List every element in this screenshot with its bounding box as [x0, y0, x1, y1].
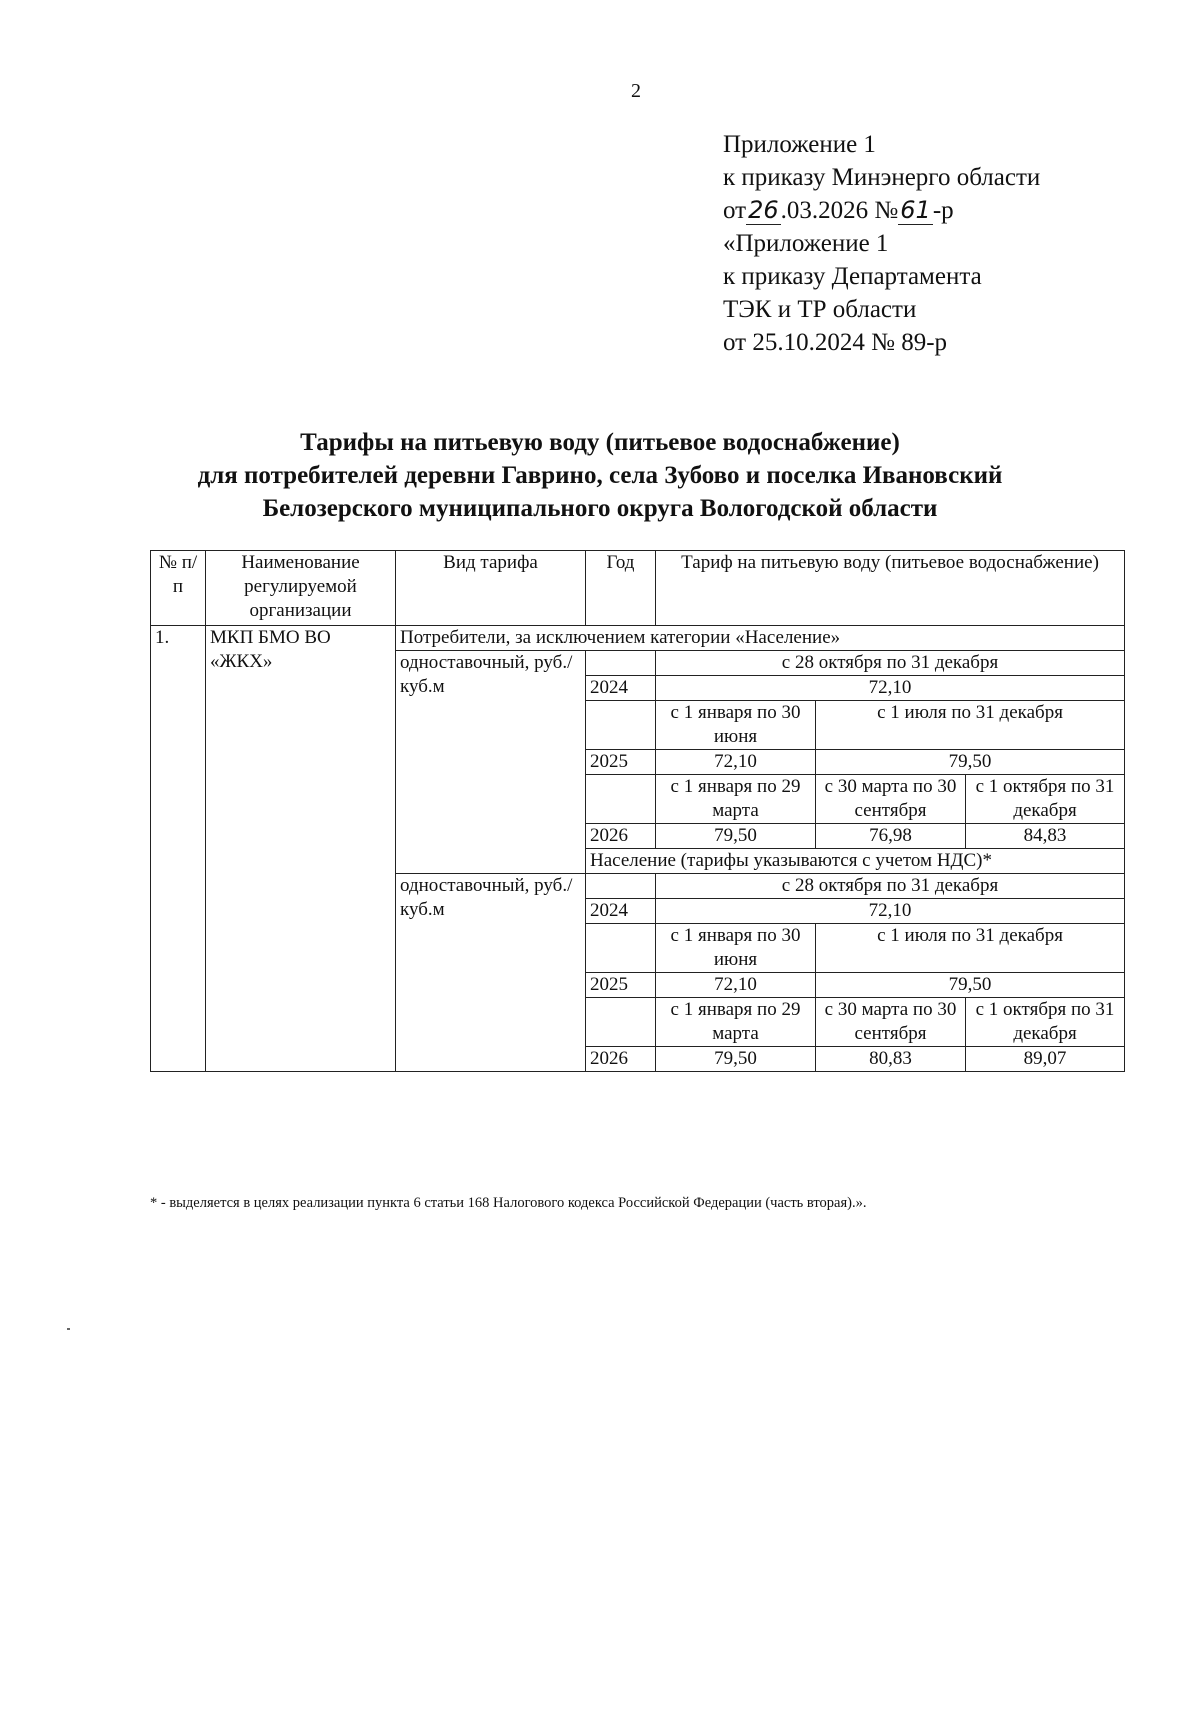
- period-cell: с 1 января по 29 марта: [656, 998, 816, 1047]
- period-cell: с 28 октября по 31 декабря: [656, 651, 1125, 676]
- year-cell: 2026: [586, 1047, 656, 1072]
- period-cell: с 1 января по 30 июня: [656, 701, 816, 750]
- handwritten-day: 26: [748, 196, 779, 224]
- value-cell: 72,10: [656, 899, 1125, 924]
- value-cell: 72,10: [656, 676, 1125, 701]
- appendix-line-2: к приказу Минэнерго области: [723, 164, 1041, 191]
- header-num: № п/п: [151, 551, 206, 626]
- year-cell: 2026: [586, 824, 656, 849]
- appendix-date-prefix: от: [723, 197, 747, 224]
- period-cell: с 30 марта по 30 сентября: [816, 775, 966, 824]
- value-cell: 80,83: [816, 1047, 966, 1072]
- appendix-block: [723, 128, 1040, 359]
- table-header-row: [151, 551, 1125, 626]
- period-cell: с 1 октября по 31 декабря: [966, 775, 1125, 824]
- period-cell: с 1 октября по 31 декабря: [966, 998, 1125, 1047]
- period-cell: с 1 января по 30 июня: [656, 924, 816, 973]
- page-number-text: 2: [631, 80, 641, 102]
- empty-cell: [586, 775, 656, 824]
- title-line-2: для потребителей деревни Гаврино, села Зубово и поселка Ивановский: [197, 462, 1003, 489]
- year-cell: 2025: [586, 973, 656, 998]
- header-type: Вид тарифа: [396, 551, 586, 626]
- appendix-line-7: от 25.10.2024 № 89-р: [723, 329, 948, 356]
- period-cell: с 1 июля по 31 декабря: [816, 701, 1125, 750]
- org-name: МКП БМО ВО «ЖКХ»: [206, 626, 396, 1072]
- appendix-line-6: ТЭК и ТР области: [723, 296, 917, 323]
- period-cell: с 1 июля по 31 декабря: [816, 924, 1125, 973]
- empty-cell: [586, 651, 656, 676]
- scan-speck: [67, 1328, 70, 1330]
- value-cell: 72,10: [656, 973, 816, 998]
- period-cell: с 30 марта по 30 сентября: [816, 998, 966, 1047]
- empty-cell: [586, 701, 656, 750]
- category-label: Население (тарифы указываются с учетом НДС)*: [586, 849, 1125, 874]
- appendix-date-suffix: -р: [932, 197, 954, 224]
- year-cell: 2025: [586, 750, 656, 775]
- category-label: Потребители, за исключением категории «Население»: [396, 626, 1125, 651]
- appendix-line-5: к приказу Департамента: [723, 263, 982, 290]
- row-number: 1.: [151, 626, 206, 1072]
- empty-cell: [586, 998, 656, 1047]
- tariff-table: [150, 550, 1125, 1072]
- value-cell: 89,07: [966, 1047, 1125, 1072]
- value-cell: 76,98: [816, 824, 966, 849]
- title-line-3: Белозерского муниципального округа Вологодской области: [262, 495, 938, 522]
- value-cell: 72,10: [656, 750, 816, 775]
- year-cell: 2024: [586, 899, 656, 924]
- footnote: * - выделяется в целях реализации пункта 6 статьи 168 Налогового кодекса Российской Федерации (часть вторая).».: [150, 1195, 867, 1211]
- table-row: [151, 626, 1125, 651]
- title-line-1: Тарифы на питьевую воду (питьевое водоснабжение): [300, 429, 900, 456]
- value-cell: 79,50: [656, 1047, 816, 1072]
- appendix-line-1: Приложение 1: [723, 131, 876, 158]
- value-cell: 79,50: [656, 824, 816, 849]
- period-cell: с 28 октября по 31 декабря: [656, 874, 1125, 899]
- appendix-line-3: [723, 194, 1040, 227]
- year-cell: 2024: [586, 676, 656, 701]
- appendix-date-mid: .03.2026 №: [780, 197, 899, 224]
- tariff-type: одноставочный, руб./куб.м: [396, 651, 586, 874]
- appendix-line-4: «Приложение 1: [723, 230, 889, 257]
- tariff-type: одноставочный, руб./куб.м: [396, 874, 586, 1072]
- value-cell: 79,50: [816, 750, 1125, 775]
- header-org: Наименование регулируемой организации: [206, 551, 396, 626]
- header-year: Год: [586, 551, 656, 626]
- value-cell: 84,83: [966, 824, 1125, 849]
- handwritten-number: 61: [900, 196, 931, 224]
- header-tariff: Тариф на питьевую воду (питьевое водоснабжение): [656, 551, 1125, 626]
- document-title: [0, 426, 1200, 525]
- empty-cell: [586, 924, 656, 973]
- value-cell: 79,50: [816, 973, 1125, 998]
- empty-cell: [586, 874, 656, 899]
- period-cell: с 1 января по 29 марта: [656, 775, 816, 824]
